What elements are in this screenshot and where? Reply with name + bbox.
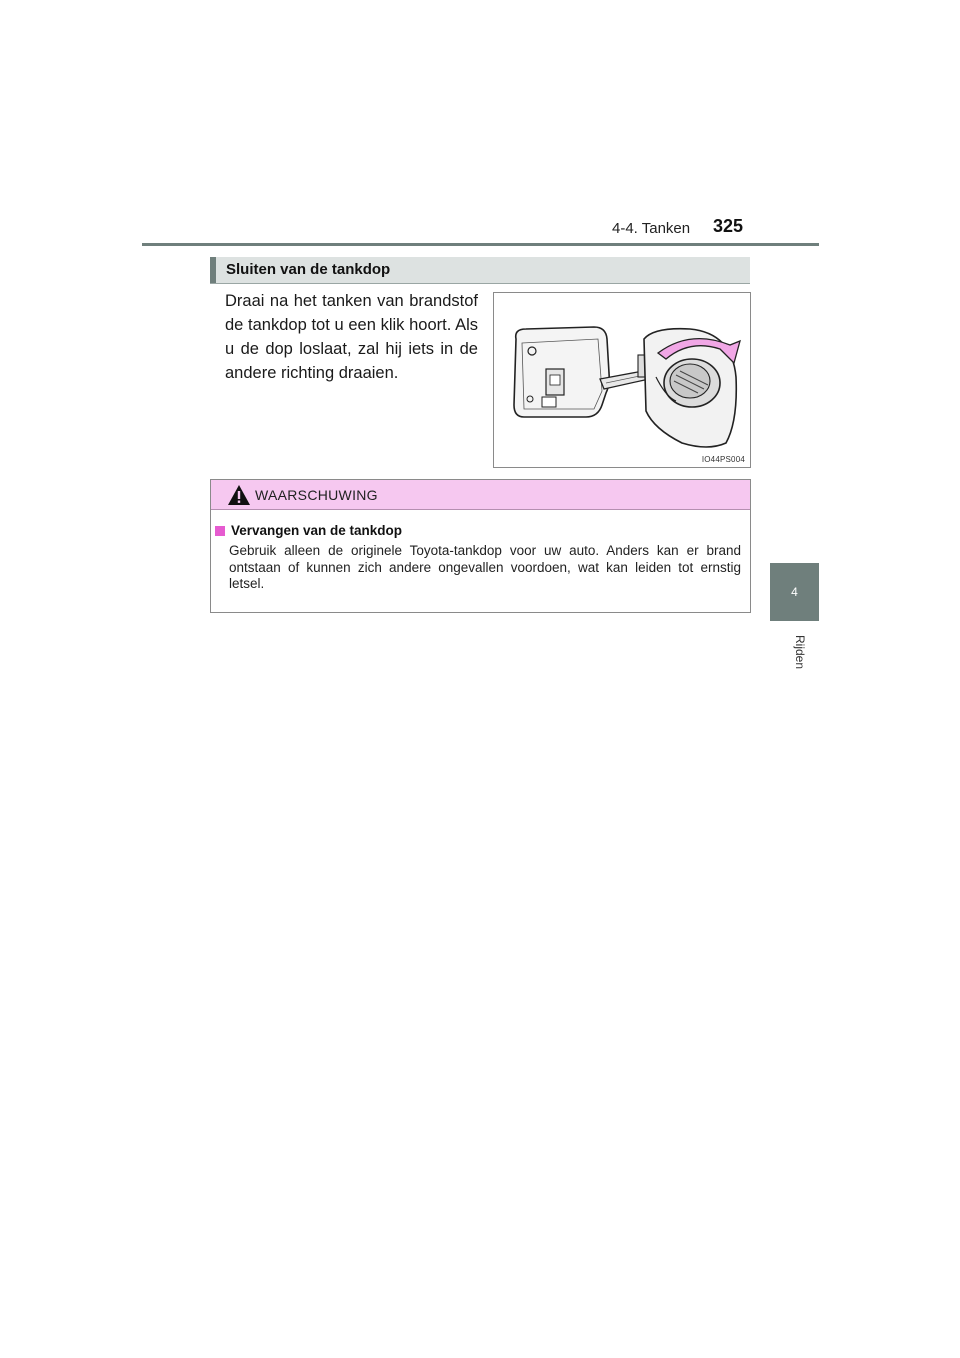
chapter-label: Rijden xyxy=(793,634,807,670)
square-bullet-icon xyxy=(215,526,225,536)
fuel-door-drawing xyxy=(494,293,750,467)
warning-title: WAARSCHUWING xyxy=(255,487,378,503)
chapter-number: 4 xyxy=(791,585,798,599)
warning-header xyxy=(211,480,750,510)
page-number: 325 xyxy=(713,216,744,236)
warning-box xyxy=(210,479,751,613)
warning-item-body: Gebruik alleen de originele Toyota-tankdop voor uw auto. Anders kan er brand ontstaan of kunnen zich andere ongevallen voordoen, wat kan leiden tot ernstig letsel. xyxy=(229,543,741,591)
header-section-title: 4-4. Tanken xyxy=(612,220,691,237)
warning-triangle-icon xyxy=(227,484,251,506)
section-body-text: Draai na het tanken van brandstof de tankdop tot u een klik hoort. Als u de dop loslaat, zal hij iets in de andere richting draaien. xyxy=(225,292,478,382)
section-title: Sluiten van de tankdop xyxy=(226,261,391,278)
chapter-tab xyxy=(770,563,819,621)
figure-code: IO44PS004 xyxy=(701,455,745,464)
section-heading-bar xyxy=(210,257,750,284)
fuel-cap-illustration xyxy=(493,292,751,468)
warning-item-heading-text: Vervangen van de tankdop xyxy=(231,523,403,538)
warning-item-heading xyxy=(215,523,402,538)
header-rule xyxy=(142,243,819,246)
